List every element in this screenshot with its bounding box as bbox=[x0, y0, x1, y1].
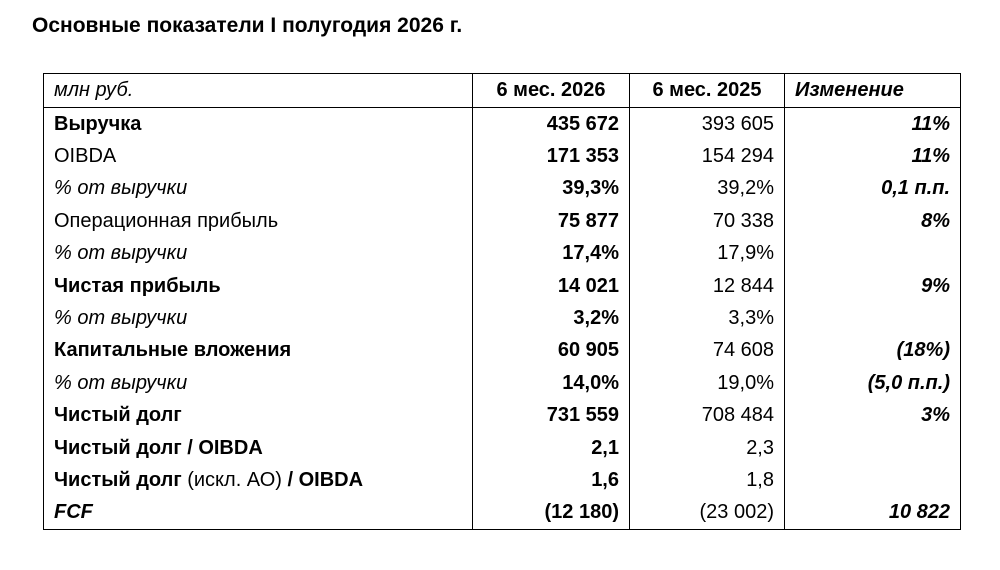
value-change: 8% bbox=[785, 205, 961, 237]
value-change: 10 822 bbox=[785, 497, 961, 530]
header-2025: 6 мес. 2025 bbox=[630, 74, 785, 108]
row-label: Капитальные вложения bbox=[44, 335, 473, 367]
value-2025: 3,3% bbox=[630, 302, 785, 334]
row-label: % от выручки bbox=[44, 302, 473, 334]
value-2025: 708 484 bbox=[630, 400, 785, 432]
row-revenue bbox=[44, 108, 961, 141]
value-change: 0,1 п.п. bbox=[785, 173, 961, 205]
value-2026: 3,2% bbox=[473, 302, 630, 334]
row-label: Выручка bbox=[44, 108, 473, 141]
value-2025: 2,3 bbox=[630, 432, 785, 464]
row-oibda-margin bbox=[44, 173, 961, 205]
row-fcf bbox=[44, 497, 961, 530]
value-change: (5,0 п.п.) bbox=[785, 367, 961, 399]
value-change: 11% bbox=[785, 140, 961, 172]
value-2025: 17,9% bbox=[630, 238, 785, 270]
header-change: Изменение bbox=[785, 74, 961, 108]
row-net-margin bbox=[44, 302, 961, 334]
value-2026: 435 672 bbox=[473, 108, 630, 141]
label-part-main: Чистый долг bbox=[54, 468, 182, 491]
row-label: Чистая прибыль bbox=[44, 270, 473, 302]
value-change bbox=[785, 432, 961, 464]
row-net-debt bbox=[44, 400, 961, 432]
value-2026: 1,6 bbox=[473, 464, 630, 496]
value-2026: 731 559 bbox=[473, 400, 630, 432]
page-title: Основные показатели I полугодия 2026 г. bbox=[32, 14, 463, 37]
row-label bbox=[44, 464, 473, 496]
row-label: Чистый долг / OIBDA bbox=[44, 432, 473, 464]
value-2026: 17,4% bbox=[473, 238, 630, 270]
value-2025: (23 002) bbox=[630, 497, 785, 530]
row-label: % от выручки bbox=[44, 173, 473, 205]
value-2025: 19,0% bbox=[630, 367, 785, 399]
value-2025: 393 605 bbox=[630, 108, 785, 141]
value-2026: 39,3% bbox=[473, 173, 630, 205]
value-change bbox=[785, 302, 961, 334]
row-label: OIBDA bbox=[44, 140, 473, 172]
value-change bbox=[785, 464, 961, 496]
row-label: % от выручки bbox=[44, 238, 473, 270]
row-capex bbox=[44, 335, 961, 367]
header-units: млн руб. bbox=[44, 74, 473, 108]
value-change: 9% bbox=[785, 270, 961, 302]
header-2026: 6 мес. 2026 bbox=[473, 74, 630, 108]
value-2026: 60 905 bbox=[473, 335, 630, 367]
label-part-suffix: / OIBDA bbox=[287, 468, 364, 491]
table-header-row bbox=[44, 74, 961, 108]
value-change: 3% bbox=[785, 400, 961, 432]
value-2026: 2,1 bbox=[473, 432, 630, 464]
value-2026: 14,0% bbox=[473, 367, 630, 399]
value-2025: 39,2% bbox=[630, 173, 785, 205]
row-operating-profit bbox=[44, 205, 961, 237]
value-2025: 74 608 bbox=[630, 335, 785, 367]
value-change: 11% bbox=[785, 108, 961, 141]
row-oibda bbox=[44, 140, 961, 172]
value-2026: 171 353 bbox=[473, 140, 630, 172]
value-2026: (12 180) bbox=[473, 497, 630, 530]
value-2025: 1,8 bbox=[630, 464, 785, 496]
row-label: Чистый долг bbox=[44, 400, 473, 432]
value-2025: 154 294 bbox=[630, 140, 785, 172]
value-2026: 75 877 bbox=[473, 205, 630, 237]
value-change bbox=[785, 238, 961, 270]
value-change: (18%) bbox=[785, 335, 961, 367]
row-net-profit bbox=[44, 270, 961, 302]
label-part-note: (искл. АО) bbox=[181, 468, 288, 491]
value-2025: 12 844 bbox=[630, 270, 785, 302]
row-label: FCF bbox=[44, 497, 473, 530]
row-label: Операционная прибыль bbox=[44, 205, 473, 237]
row-operating-margin bbox=[44, 238, 961, 270]
value-2025: 70 338 bbox=[630, 205, 785, 237]
key-indicators-table bbox=[43, 73, 961, 530]
row-label: % от выручки bbox=[44, 367, 473, 399]
row-net-debt-oibda bbox=[44, 432, 961, 464]
row-net-debt-ex-ao-oibda bbox=[44, 464, 961, 496]
row-capex-share bbox=[44, 367, 961, 399]
value-2026: 14 021 bbox=[473, 270, 630, 302]
